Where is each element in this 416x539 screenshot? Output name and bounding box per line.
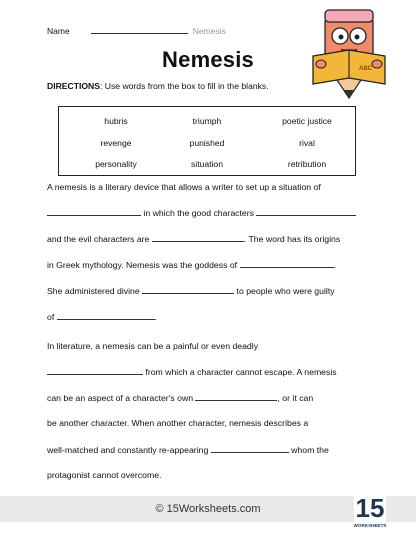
word-bank-item: revenge [100,138,132,148]
answer-blank[interactable] [142,285,234,294]
word-bank-item: personality [95,159,137,169]
directions [47,81,269,91]
svg-text:15: 15 [355,493,385,523]
passage-text: in Greek mythology. Nemesis was the goddess of [47,260,240,270]
word-bank-item: triumph [192,116,222,126]
answer-blank[interactable] [256,207,356,216]
page-title: Nemesis [162,47,254,72]
word-bank-item: hubris [104,116,128,126]
answer-blank[interactable] [195,392,277,401]
answer-blank[interactable] [211,444,289,453]
passage-line [47,207,356,218]
word-bank [58,106,356,176]
answer-blank[interactable] [152,233,244,242]
passage-line: In literature, a nemesis can be a painful or even deadly [47,341,259,351]
passage-line [47,285,335,296]
svg-text:WORKSHEETS: WORKSHEETS [354,523,386,528]
passage-text: in which the good characters [141,208,257,218]
passage-line [47,444,329,455]
passage-line: be another character. When another character, nemesis describes a [47,418,309,428]
answer-blank[interactable] [47,207,141,216]
passage-text: , or it can [277,393,314,403]
answer-blank[interactable] [57,311,158,322]
name-label: Name [47,26,70,36]
footer-copyright: © 15Worksheets.com [155,503,261,515]
answer-blank[interactable] [47,366,143,375]
passage-line: A nemesis is a literary device that allows a writer to set up a situation of [47,182,321,192]
passage-line: protagonist cannot overcome. [47,470,162,480]
directions-label: DIRECTIONS [47,81,100,91]
word-bank-item: situation [190,159,223,169]
passage-line [47,233,340,244]
subject-label: Nemesis [192,26,226,36]
passage-text: She administered divine [47,286,143,296]
passage-text: . The word has its origins [243,234,341,244]
passage-text: well-matched and constantly re-appearing [47,445,211,455]
passage-line [47,259,336,270]
pencil-mascot-icon [311,4,387,100]
worksheets-logo-icon [354,487,386,531]
answer-blank[interactable] [240,259,334,268]
word-bank-item: rival [299,138,315,148]
passage-text: . [333,260,336,270]
passage-line [47,366,337,377]
passage-text: can be an aspect of a character's own [47,393,196,403]
word-bank-item: retribution [287,159,327,169]
svg-text:ABC: ABC [359,66,372,72]
name-row [47,25,226,36]
passage-line [47,392,313,403]
word-bank-item: poetic justice [282,116,332,126]
passage-text: of [47,312,57,322]
passage-text: from which a character cannot escape. A nemesis [143,367,337,377]
passage-text: whom the [288,445,329,455]
passage-text: to people who were guilty [234,286,335,296]
directions-text: : Use words from the box to fill in the blanks. [100,81,269,91]
name-blank[interactable] [91,25,188,34]
passage-text: and the evil characters are [47,234,152,244]
passage-line [47,311,157,322]
word-bank-item: punished [189,138,225,148]
passage-text: . [154,312,158,322]
